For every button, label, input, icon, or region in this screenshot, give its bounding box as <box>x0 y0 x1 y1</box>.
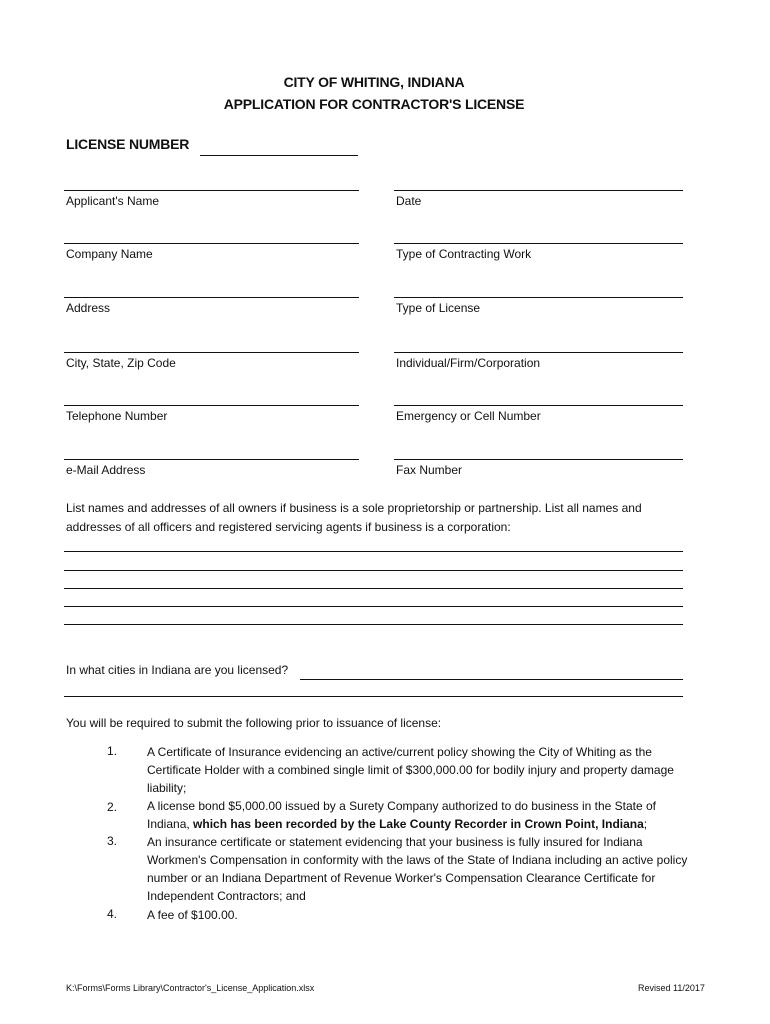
form-title-application: APPLICATION FOR CONTRACTOR'S LICENSE <box>223 96 525 112</box>
entity-type-label: Individual/Firm/Corporation <box>396 356 541 370</box>
licensed-cities-field[interactable] <box>300 679 683 680</box>
requirement-number: 4. <box>107 907 118 921</box>
requirement-insurance: A Certificate of Insurance evidencing an active/current policy showing the City of Whiting as the Certificate Holder with a combined single limit of $300,000.00 for bodily injury and property damage liability; <box>147 745 674 795</box>
owners-line[interactable] <box>64 588 683 589</box>
telephone-label: Telephone Number <box>66 409 168 423</box>
email-field[interactable] <box>64 459 359 460</box>
licensed-cities-question: In what cities in Indiana are you licensed? <box>66 663 289 677</box>
requirement-workers-comp: An insurance certificate or statement evidencing that your business is fully insured for Indiana Workmen's Compensation in conformity with the laws of the State of Indiana including an active policy number or an Indiana Department of Revenue Worker's Compensation Clearance Certificate for Independent Contractors; and <box>147 835 688 903</box>
applicant-name-field[interactable] <box>64 190 359 191</box>
owners-line[interactable] <box>64 624 683 625</box>
owners-instructions: List names and addresses of all owners if business is a sole proprietorship or partnership. List all names and addresses of all officers and registered servicing agents if business is a corporation: <box>66 501 642 534</box>
license-number-field[interactable] <box>200 155 358 156</box>
applicant-name-label: Applicant's Name <box>66 194 159 208</box>
email-label: e-Mail Address <box>66 463 146 477</box>
requirement-number: 3. <box>107 834 118 848</box>
city-state-zip-label: City, State, Zip Code <box>66 356 176 370</box>
requirement-number: 2. <box>107 800 118 814</box>
requirements-intro: You will be required to submit the following prior to issuance of license: <box>66 716 442 730</box>
date-label: Date <box>396 194 422 208</box>
company-name-label: Company Name <box>66 247 153 261</box>
emergency-number-label: Emergency or Cell Number <box>396 409 541 423</box>
entity-type-field[interactable] <box>394 352 683 353</box>
city-state-zip-field[interactable] <box>64 352 359 353</box>
footer-file-path: K:\Forms\Forms Library\Contractor's_License_Application.xlsx <box>66 983 315 993</box>
requirement-fee: A fee of $100.00. <box>147 908 238 922</box>
contracting-work-field[interactable] <box>394 243 683 244</box>
fax-label: Fax Number <box>396 463 463 477</box>
requirement-bond <box>147 797 692 833</box>
licensed-cities-line-2[interactable] <box>64 696 683 697</box>
emergency-number-field[interactable] <box>394 405 683 406</box>
license-type-field[interactable] <box>394 297 683 298</box>
date-field[interactable] <box>394 190 683 191</box>
form-title-city: CITY OF WHITING, INDIANA <box>283 74 465 90</box>
owners-line[interactable] <box>64 570 683 571</box>
address-label: Address <box>66 301 111 315</box>
bond-text: A license bond $5,000.00 issued by a Surety Company authorized to do business in the State of Indiana, <box>147 799 656 831</box>
bond-recorded-text: which has been recorded by the Lake County Recorder in Crown Point, Indiana <box>193 817 644 831</box>
owners-line[interactable] <box>64 551 683 552</box>
fax-field[interactable] <box>394 459 683 460</box>
requirement-number: 1. <box>107 744 118 758</box>
footer-revised: Revised 11/2017 <box>638 983 705 993</box>
company-name-field[interactable] <box>64 243 359 244</box>
telephone-field[interactable] <box>64 405 359 406</box>
contracting-work-label: Type of Contracting Work <box>396 247 532 261</box>
license-type-label: Type of License <box>396 301 481 315</box>
license-number-label: LICENSE NUMBER <box>66 136 190 152</box>
bond-text-end: ; <box>643 817 648 831</box>
owners-line[interactable] <box>64 606 683 607</box>
address-field[interactable] <box>64 297 359 298</box>
